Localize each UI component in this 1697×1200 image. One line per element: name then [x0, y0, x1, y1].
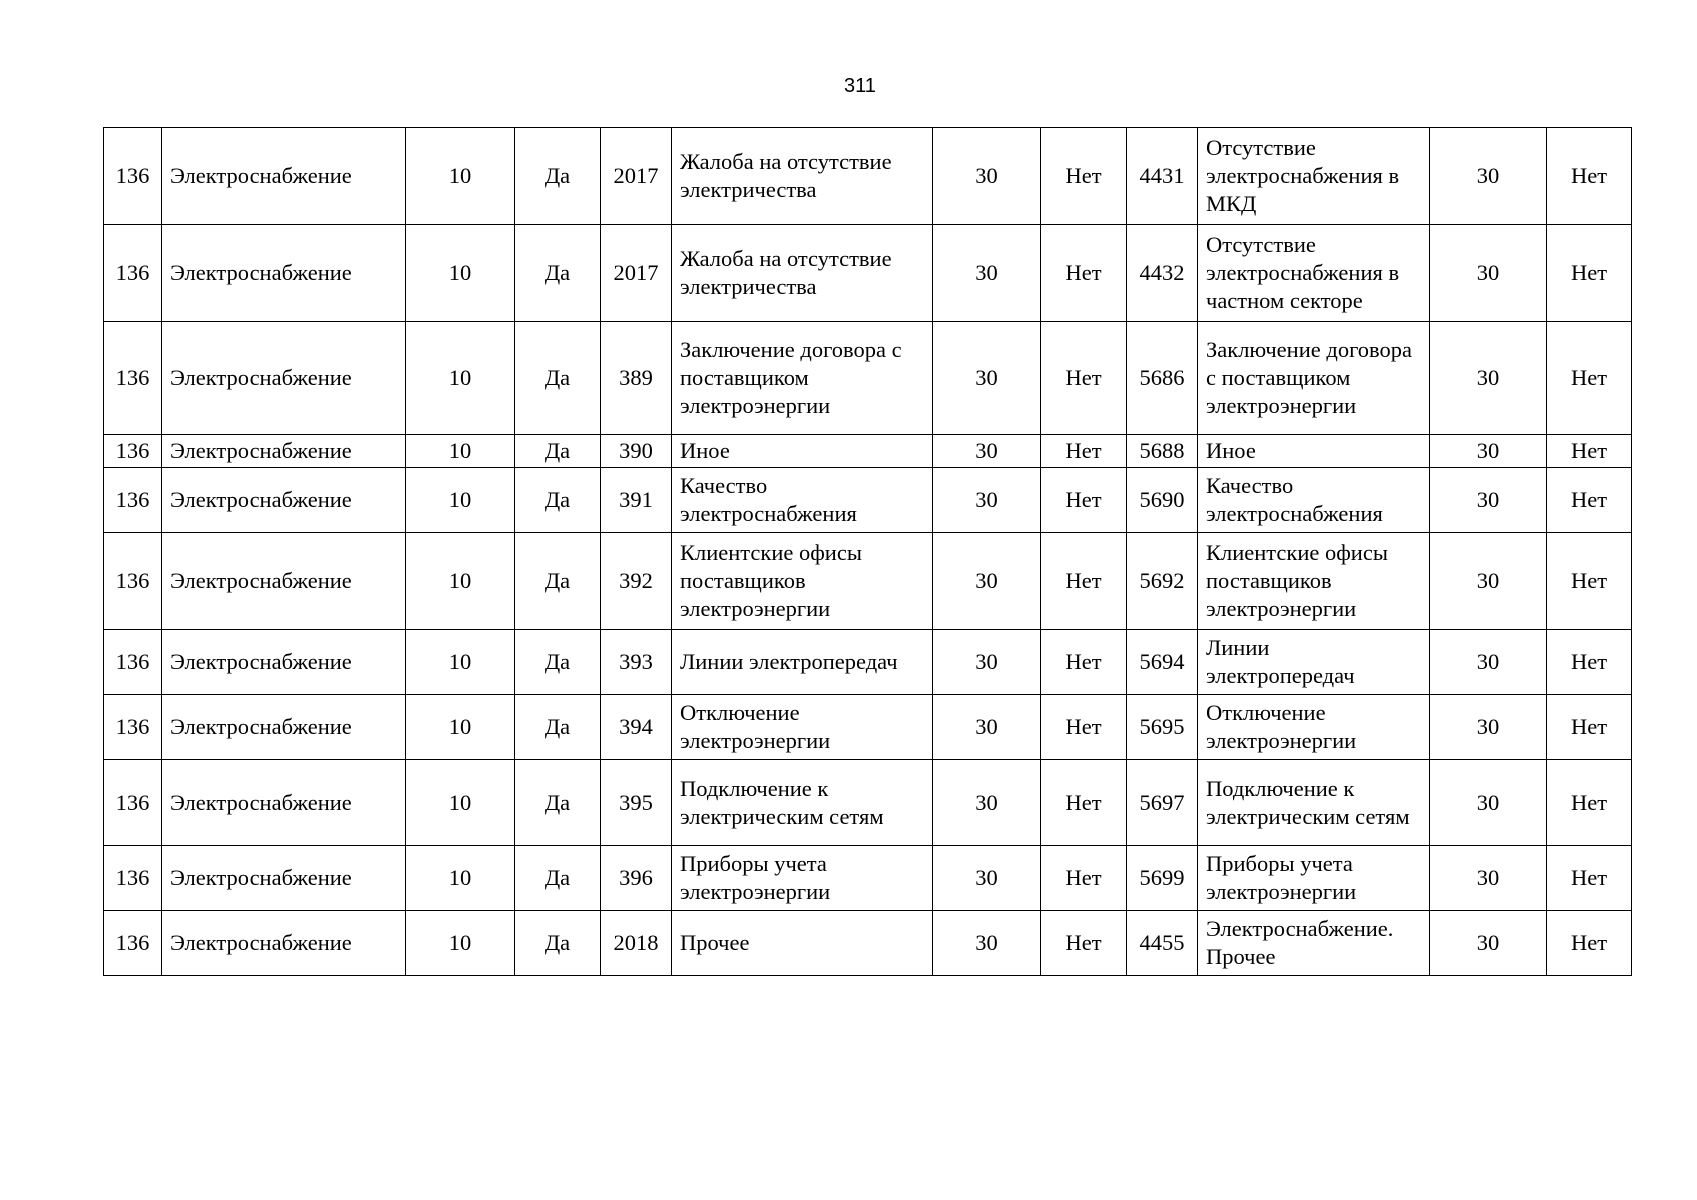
cell-value-c: 30: [1430, 435, 1547, 468]
cell-flag-a: Да: [515, 846, 601, 911]
cell-code: 136: [104, 760, 162, 846]
cell-code: 136: [104, 695, 162, 760]
cell-flag-a: Да: [515, 533, 601, 630]
cell-topic: Прочее: [672, 911, 933, 976]
table-body: [104, 128, 1632, 976]
cell-value-b: 30: [933, 846, 1041, 911]
table-row: [104, 760, 1632, 846]
cell-id-b: 5686: [1127, 322, 1198, 435]
cell-code: 136: [104, 533, 162, 630]
table-row: [104, 630, 1632, 695]
table-row: [104, 911, 1632, 976]
cell-value-c: 30: [1430, 225, 1547, 322]
cell-code: 136: [104, 846, 162, 911]
cell-flag-c: Нет: [1547, 128, 1632, 225]
table-row: [104, 128, 1632, 225]
cell-flag-c: Нет: [1547, 695, 1632, 760]
cell-id-b: 4455: [1127, 911, 1198, 976]
table-row: [104, 846, 1632, 911]
cell-flag-a: Да: [515, 435, 601, 468]
cell-code: 136: [104, 435, 162, 468]
cell-id-b: 5699: [1127, 846, 1198, 911]
cell-id-a: 389: [601, 322, 672, 435]
cell-value-c: 30: [1430, 911, 1547, 976]
table-row: [104, 533, 1632, 630]
cell-flag-b: Нет: [1041, 128, 1127, 225]
table-row: [104, 435, 1632, 468]
cell-topic: Отключение электроэнергии: [672, 695, 933, 760]
cell-subtopic: Отсутствие электроснабжения в МКД: [1198, 128, 1430, 225]
cell-flag-b: Нет: [1041, 468, 1127, 533]
cell-subtopic: Подключение к электрическим сетям: [1198, 760, 1430, 846]
cell-flag-c: Нет: [1547, 630, 1632, 695]
cell-value-b: 30: [933, 911, 1041, 976]
cell-id-b: 5694: [1127, 630, 1198, 695]
cell-flag-c: Нет: [1547, 911, 1632, 976]
cell-id-b: 5690: [1127, 468, 1198, 533]
cell-value-b: 30: [933, 225, 1041, 322]
cell-subtopic: Отключение электроэнергии: [1198, 695, 1430, 760]
cell-flag-b: Нет: [1041, 911, 1127, 976]
cell-flag-a: Да: [515, 322, 601, 435]
cell-flag-a: Да: [515, 630, 601, 695]
cell-id-a: 390: [601, 435, 672, 468]
cell-value-a: 10: [406, 695, 515, 760]
cell-id-a: 395: [601, 760, 672, 846]
cell-value-b: 30: [933, 128, 1041, 225]
table-row: [104, 468, 1632, 533]
cell-flag-c: Нет: [1547, 435, 1632, 468]
cell-id-a: 2017: [601, 128, 672, 225]
cell-topic: Клиентские офисы поставщиков электроэнергии: [672, 533, 933, 630]
cell-id-a: 2018: [601, 911, 672, 976]
cell-category: Электроснабжение: [162, 435, 406, 468]
cell-flag-b: Нет: [1041, 760, 1127, 846]
cell-id-b: 5688: [1127, 435, 1198, 468]
cell-subtopic: Заключение договора с поставщиком электроэнергии: [1198, 322, 1430, 435]
cell-flag-c: Нет: [1547, 225, 1632, 322]
cell-category: Электроснабжение: [162, 695, 406, 760]
cell-value-b: 30: [933, 630, 1041, 695]
cell-code: 136: [104, 128, 162, 225]
table-row: [104, 225, 1632, 322]
cell-flag-c: Нет: [1547, 533, 1632, 630]
data-table: [103, 127, 1632, 976]
cell-category: Электроснабжение: [162, 468, 406, 533]
cell-value-a: 10: [406, 128, 515, 225]
cell-flag-a: Да: [515, 468, 601, 533]
cell-category: Электроснабжение: [162, 630, 406, 695]
cell-topic: Заключение договора с поставщиком электроэнергии: [672, 322, 933, 435]
cell-id-a: 394: [601, 695, 672, 760]
cell-flag-b: Нет: [1041, 435, 1127, 468]
cell-topic: Приборы учета электроэнергии: [672, 846, 933, 911]
cell-value-c: 30: [1430, 128, 1547, 225]
cell-code: 136: [104, 225, 162, 322]
cell-topic: Жалоба на отсутствие электричества: [672, 128, 933, 225]
cell-id-a: 393: [601, 630, 672, 695]
page-number: 311: [844, 75, 876, 97]
cell-value-b: 30: [933, 760, 1041, 846]
cell-id-b: 5692: [1127, 533, 1198, 630]
cell-flag-a: Да: [515, 760, 601, 846]
cell-value-a: 10: [406, 468, 515, 533]
cell-value-b: 30: [933, 435, 1041, 468]
cell-id-a: 391: [601, 468, 672, 533]
cell-subtopic: Приборы учета электроэнергии: [1198, 846, 1430, 911]
cell-flag-b: Нет: [1041, 630, 1127, 695]
cell-subtopic: Качество электроснабжения: [1198, 468, 1430, 533]
cell-value-b: 30: [933, 695, 1041, 760]
cell-value-a: 10: [406, 225, 515, 322]
cell-category: Электроснабжение: [162, 911, 406, 976]
cell-value-c: 30: [1430, 695, 1547, 760]
cell-subtopic: Электроснабжение. Прочее: [1198, 911, 1430, 976]
cell-category: Электроснабжение: [162, 128, 406, 225]
cell-id-b: 4432: [1127, 225, 1198, 322]
cell-category: Электроснабжение: [162, 533, 406, 630]
cell-value-b: 30: [933, 322, 1041, 435]
cell-category: Электроснабжение: [162, 225, 406, 322]
cell-subtopic: Клиентские офисы поставщиков электроэнергии: [1198, 533, 1430, 630]
cell-id-a: 392: [601, 533, 672, 630]
table-row: [104, 322, 1632, 435]
cell-category: Электроснабжение: [162, 760, 406, 846]
cell-value-a: 10: [406, 760, 515, 846]
cell-subtopic: Линии электропередач: [1198, 630, 1430, 695]
cell-flag-a: Да: [515, 911, 601, 976]
cell-flag-b: Нет: [1041, 846, 1127, 911]
cell-code: 136: [104, 911, 162, 976]
cell-value-c: 30: [1430, 468, 1547, 533]
cell-subtopic: Иное: [1198, 435, 1430, 468]
cell-topic: Жалоба на отсутствие электричества: [672, 225, 933, 322]
cell-flag-a: Да: [515, 695, 601, 760]
cell-flag-b: Нет: [1041, 322, 1127, 435]
cell-subtopic: Отсутствие электроснабжения в частном секторе: [1198, 225, 1430, 322]
cell-flag-a: Да: [515, 128, 601, 225]
cell-value-c: 30: [1430, 533, 1547, 630]
cell-value-c: 30: [1430, 322, 1547, 435]
cell-flag-c: Нет: [1547, 760, 1632, 846]
cell-value-a: 10: [406, 630, 515, 695]
cell-value-b: 30: [933, 533, 1041, 630]
cell-topic: Иное: [672, 435, 933, 468]
cell-flag-c: Нет: [1547, 468, 1632, 533]
cell-value-c: 30: [1430, 630, 1547, 695]
cell-value-c: 30: [1430, 760, 1547, 846]
cell-topic: Линии электропередач: [672, 630, 933, 695]
table-row: [104, 695, 1632, 760]
cell-id-b: 4431: [1127, 128, 1198, 225]
cell-flag-a: Да: [515, 225, 601, 322]
cell-code: 136: [104, 630, 162, 695]
cell-value-a: 10: [406, 846, 515, 911]
cell-value-a: 10: [406, 435, 515, 468]
cell-id-b: 5697: [1127, 760, 1198, 846]
cell-id-b: 5695: [1127, 695, 1198, 760]
cell-flag-b: Нет: [1041, 695, 1127, 760]
cell-category: Электроснабжение: [162, 846, 406, 911]
cell-flag-c: Нет: [1547, 322, 1632, 435]
cell-topic: Подключение к электрическим сетям: [672, 760, 933, 846]
cell-category: Электроснабжение: [162, 322, 406, 435]
cell-value-a: 10: [406, 322, 515, 435]
cell-code: 136: [104, 322, 162, 435]
cell-value-b: 30: [933, 468, 1041, 533]
cell-flag-c: Нет: [1547, 846, 1632, 911]
cell-code: 136: [104, 468, 162, 533]
cell-flag-b: Нет: [1041, 533, 1127, 630]
cell-topic: Качество электроснабжения: [672, 468, 933, 533]
cell-flag-b: Нет: [1041, 225, 1127, 322]
cell-value-c: 30: [1430, 846, 1547, 911]
cell-value-a: 10: [406, 533, 515, 630]
cell-id-a: 2017: [601, 225, 672, 322]
cell-id-a: 396: [601, 846, 672, 911]
cell-value-a: 10: [406, 911, 515, 976]
